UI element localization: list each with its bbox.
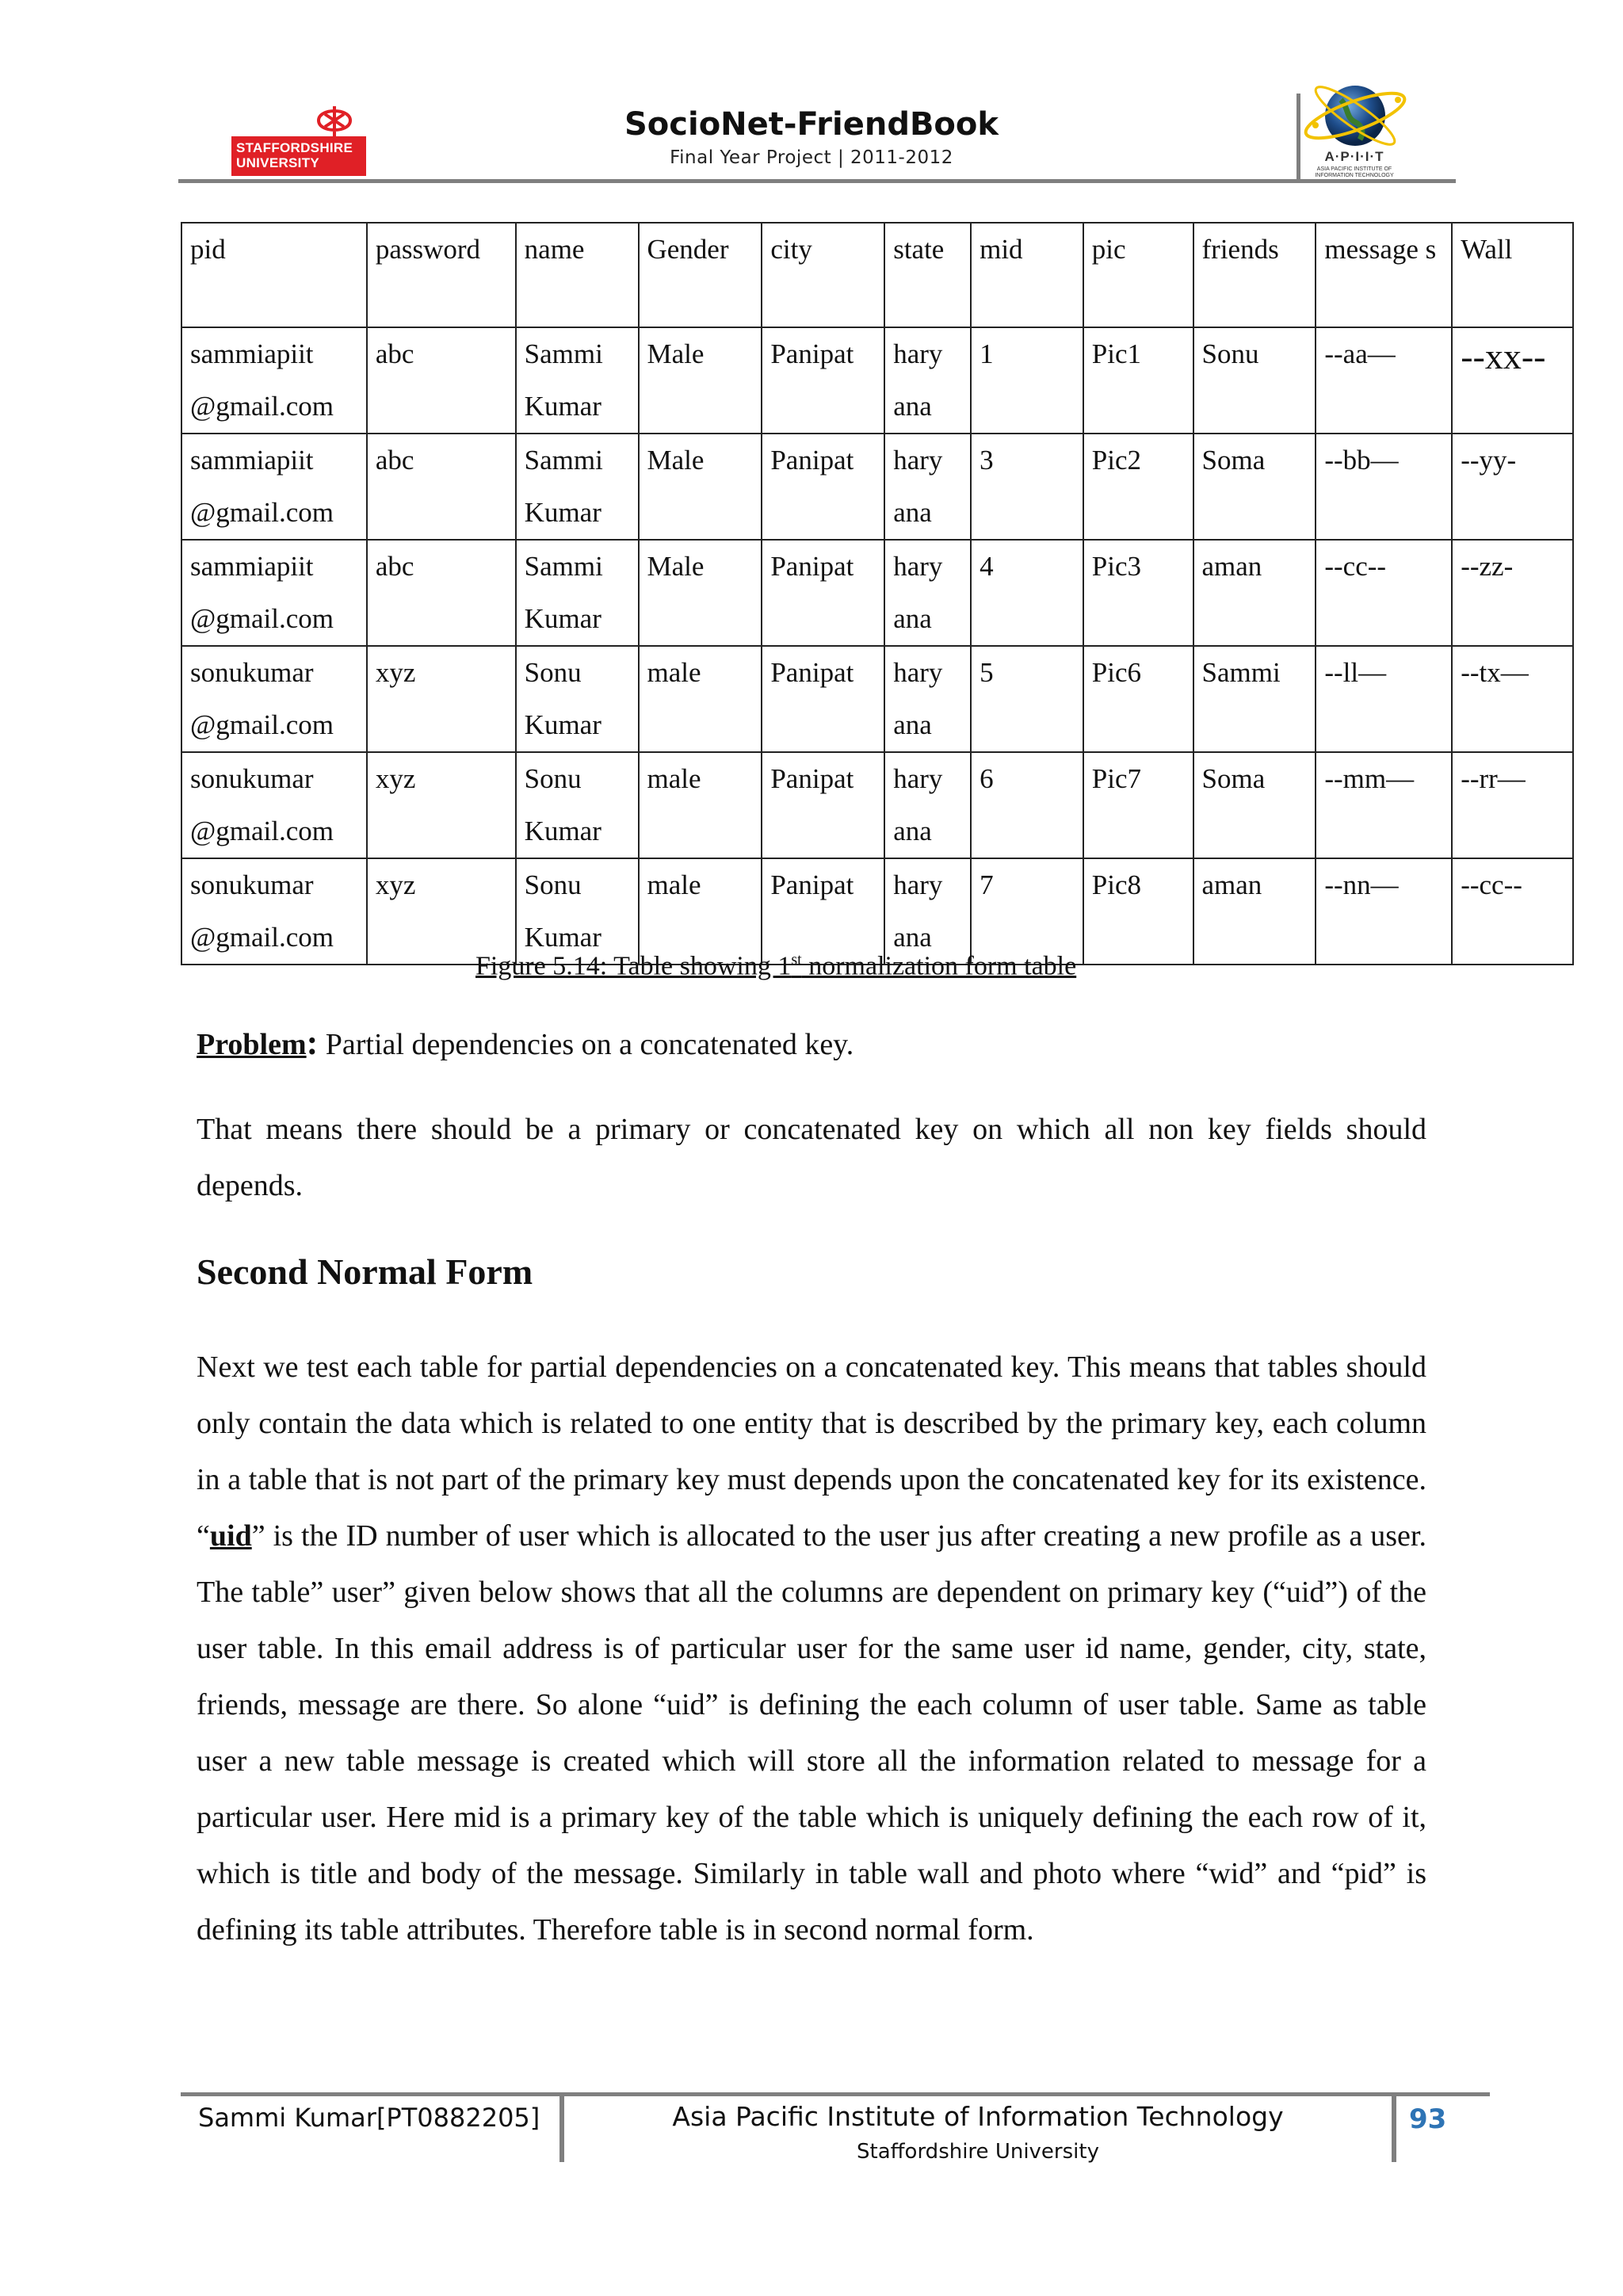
uid-term: uid [209,1519,252,1553]
table-cell: sonukumar @gmail.com [181,646,367,752]
table-header-cell: password [367,223,516,327]
table-cell: abc [367,434,516,540]
table-cell: Panipat [762,752,884,858]
table-row [181,327,1573,434]
table-cell: sonukumar @gmail.com [181,752,367,858]
table-cell: Soma [1193,752,1316,858]
table-cell: 7 [971,858,1083,965]
table-cell: xyz [367,646,516,752]
table-cell: Pic3 [1083,540,1193,646]
table-cell: --tx— [1452,646,1573,752]
table-cell: Panipat [762,540,884,646]
figure-caption-suffix: normalization form table [801,951,1077,981]
paragraph-second-normal-form [197,1339,1426,1958]
table-cell: Sonu Kumar [516,646,639,752]
footer-institute: Asia Pacific Institute of Information Technology [672,2101,1284,2132]
table-cell: hary ana [884,752,971,858]
paragraph-text: ” is the ID number of user which is allocated to the user jus after creating a new profile as a user. The table” user” given below shows that all the columns are dependent on primary key (“uid”) of the user table. In this email address is of particular user for the same user id name, gender, city, state, friends, message are there. So alone “uid” is defining the each column of user table. Same as table user a new table message is created which will store all the information related to message for a particular user. Here mid is a primary key of the table which is uniquely defining the each row of it, which is title and body of the message. Similarly in table wall and photo where “wid” and “pid” is defining its table attributes. Therefore table is in second normal form. [197,1519,1426,1946]
table-cell: Panipat [762,858,884,965]
table-cell: 4 [971,540,1083,646]
table-header-cell: Wall [1452,223,1573,327]
table-header-cell: mid [971,223,1083,327]
table-cell: male [639,752,762,858]
table-header-cell: state [884,223,971,327]
problem-colon: : [306,1023,319,1062]
staffordshire-logo-text: STAFFORDSHIRE UNIVERSITY [236,140,353,170]
table-cell: sonukumar @gmail.com [181,858,367,965]
figure-caption-superscript: st [791,951,802,968]
table-cell: --cc-- [1452,858,1573,965]
table-row [181,858,1573,965]
header-rule [178,179,1456,183]
problem-text: Partial dependencies on a concatenated key. [318,1028,854,1061]
table-header-cell: friends [1193,223,1316,327]
table-cell: --xx-- [1452,327,1573,434]
table-header-cell: name [516,223,639,327]
page-number: 93 [1409,2103,1447,2135]
table-cell: sammiapiit @gmail.com [181,434,367,540]
table-cell: aman [1193,540,1316,646]
figure-caption [475,951,1076,981]
normalization-table [181,222,1574,965]
paragraph-text: Next we test each table for partial dependencies on a concatenated key. This means that tables should only contain the data which is related to one entity that is described by the primary key, each column in a table that is not part of the primary key must depends upon the concatenated key for its existence. “ [197,1350,1426,1553]
table-row [181,540,1573,646]
table-cell: Sammi Kumar [516,540,639,646]
table-cell: aman [1193,858,1316,965]
table-header-row [181,223,1573,327]
table-cell: Pic2 [1083,434,1193,540]
table-cell: hary ana [884,858,971,965]
table-cell: --zz- [1452,540,1573,646]
table-header-cell: pid [181,223,367,327]
paragraph-partial-dependency: That means there should be a primary or concatenated key on which all non key fields should depends. [197,1113,1426,1202]
table-header-cell: message s [1316,223,1452,327]
table-cell: --rr— [1452,752,1573,858]
table-cell: Sonu Kumar [516,752,639,858]
table-cell: male [639,858,762,965]
table-cell: hary ana [884,540,971,646]
globe-icon [1293,76,1412,152]
apiit-logo-text: A·P·I·I·T [1324,149,1384,164]
table-cell: Panipat [762,646,884,752]
document-title: SocioNet-FriendBook [624,106,999,143]
table-cell: Sonu [1193,327,1316,434]
table-cell: male [639,646,762,752]
table-cell: xyz [367,752,516,858]
table-cell: --mm— [1316,752,1452,858]
apiit-logo [1293,76,1412,183]
table-cell: Pic1 [1083,327,1193,434]
table-cell: Pic8 [1083,858,1193,965]
table-row [181,752,1573,858]
table-cell: Male [639,540,762,646]
document-subtitle: Final Year Project | 2011-2012 [670,147,953,168]
table-cell: --bb— [1316,434,1452,540]
table-cell: Male [639,434,762,540]
apiit-logo-subtext: ASIA PACIFIC INSTITUTE OF INFORMATION TECHNOLOGY [1315,166,1394,178]
table-header-cell: pic [1083,223,1193,327]
table-cell: hary ana [884,646,971,752]
table-cell: abc [367,540,516,646]
footer-author: Sammi Kumar[PT0882205] [198,2103,540,2133]
table-cell: Sammi Kumar [516,327,639,434]
table-cell: Sammi [1193,646,1316,752]
footer-rule [181,2092,1490,2096]
table-cell: sammiapiit @gmail.com [181,327,367,434]
section-heading: Second Normal Form [197,1251,533,1292]
table-row [181,646,1573,752]
footer-divider [1392,2092,1396,2162]
footer-university: Staffordshire University [857,2140,1099,2164]
table-cell: Panipat [762,434,884,540]
table-cell: Male [639,327,762,434]
table-header-cell: city [762,223,884,327]
table-cell: Soma [1193,434,1316,540]
table-cell: --aa— [1316,327,1452,434]
table-cell: sammiapiit @gmail.com [181,540,367,646]
table-cell: abc [367,327,516,434]
table-cell: hary ana [884,434,971,540]
table-cell: --nn— [1316,858,1452,965]
table-cell: 5 [971,646,1083,752]
table-cell: --ll— [1316,646,1452,752]
table-cell: Sammi Kumar [516,434,639,540]
problem-statement [197,1014,1426,1073]
table-cell: --yy- [1452,434,1573,540]
table-cell: xyz [367,858,516,965]
table-cell: Sonu Kumar [516,858,639,965]
table-cell: Pic7 [1083,752,1193,858]
table-cell: 1 [971,327,1083,434]
table-cell: 6 [971,752,1083,858]
problem-label: Problem [197,1028,307,1061]
table-cell: --cc-- [1316,540,1452,646]
table-header-cell: Gender [639,223,762,327]
table-row [181,434,1573,540]
figure-caption-prefix: Figure 5.14: Table showing 1 [475,951,792,981]
table-cell: hary ana [884,327,971,434]
table-cell: Pic6 [1083,646,1193,752]
table-cell: 3 [971,434,1083,540]
table-cell: Panipat [762,327,884,434]
